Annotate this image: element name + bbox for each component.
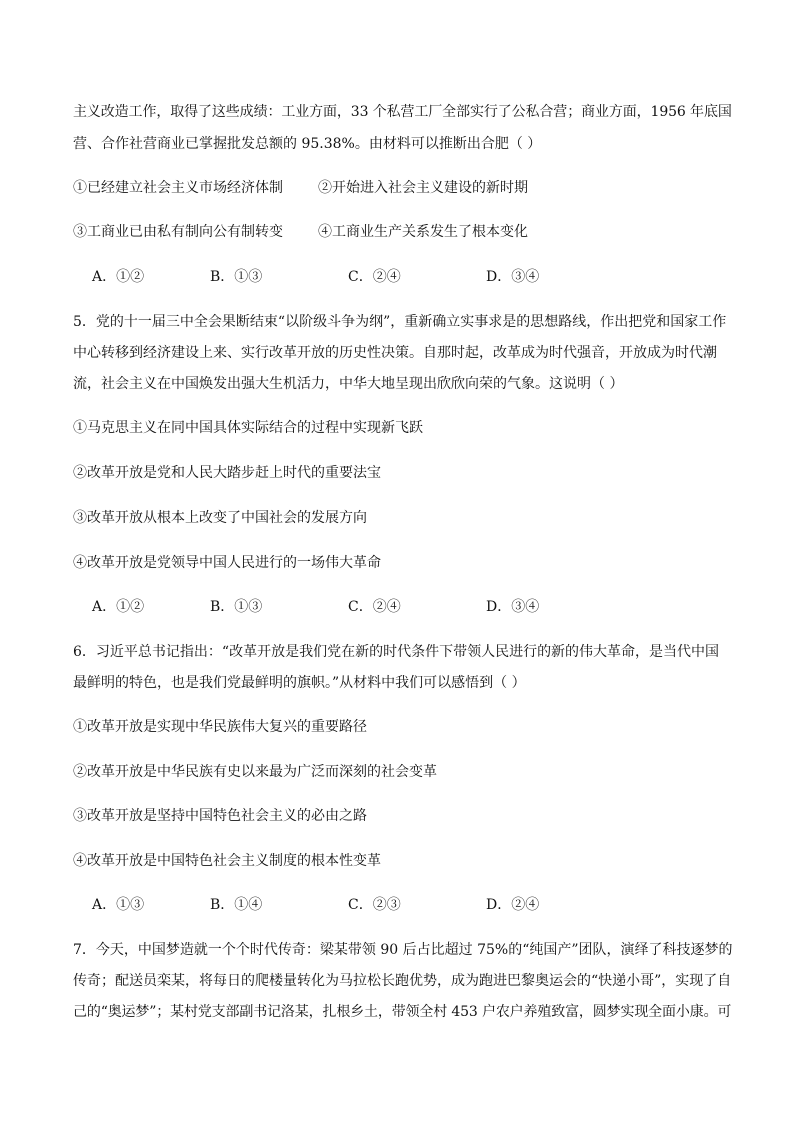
q6-stem-line-1: 6．习近平总书记指出：“改革开放是我们党在新的时代条件下带领人民进行的新的伟大革命，是当代中国 (73, 644, 720, 660)
q4-option-c[interactable]: C．②④ (348, 269, 401, 285)
q4-item-1: ①已经建立社会主义市场经济体制 (73, 180, 283, 196)
q6-item-3: ③改革开放是坚持中国特色社会主义的必由之路 (73, 808, 367, 824)
q6-option-d[interactable]: D．②④ (486, 897, 540, 913)
q5-stem-line-2: 中心转移到经济建设上来、实行改革开放的历史性决策。自那时起，改革成为时代强音，开放成为时代潮 (73, 345, 717, 361)
q7-stem-line-2: 传奇；配送员栾某，将每日的爬楼量转化为马拉松长跑优势，成为跑进巴黎奥运会的“快递小哥”，实现了自 (73, 973, 732, 989)
q4-items-row-1 (73, 178, 528, 198)
q5-option-a[interactable]: A．①② (92, 599, 145, 615)
q5-item-4: ④改革开放是党领导中国人民进行的一场伟大革命 (73, 555, 381, 571)
q5-item-2: ②改革开放是党和人民大踏步赶上时代的重要法宝 (73, 465, 381, 481)
q5-stem-line-1: 5．党的十一届三中全会果断结束“以阶级斗争为纲”，重新确立实事求是的思想路线，作出把党和国家工作 (73, 314, 727, 330)
q6-item-2: ②改革开放是中华民族有史以来最为广泛而深刻的社会变革 (73, 764, 437, 780)
q6-option-c[interactable]: C．②③ (348, 897, 401, 913)
q6-item-1: ①改革开放是实现中华民族伟大复兴的重要路径 (73, 719, 367, 735)
q4-option-b[interactable]: B．①③ (210, 269, 263, 285)
q5-option-c[interactable]: C．②④ (348, 599, 401, 615)
q7-stem-line-3: 己的“奥运梦”；某村党支部副书记洛某，扎根乡土，带领全村 453 户农户养殖致富，圆梦实现全面小康。可 (73, 1004, 732, 1020)
q4-stem-line-2: 营、合作社营商业已掌握批发总额的 95.38%。由材料可以推断出合肥（ ） (73, 136, 542, 152)
q4-item-4: ④工商业生产关系发生了根本变化 (318, 224, 528, 240)
q6-option-b[interactable]: B．①④ (210, 897, 263, 913)
q6-option-a[interactable]: A．①③ (92, 897, 145, 913)
q6-item-4: ④改革开放是中国特色社会主义制度的根本性变革 (73, 853, 381, 869)
q4-items-row-2 (73, 222, 528, 242)
q4-item-2: ②开始进入社会主义建设的新时期 (318, 180, 528, 196)
q5-option-b[interactable]: B．①③ (210, 599, 263, 615)
q4-option-d[interactable]: D．③④ (486, 269, 540, 285)
q4-stem-line-1: 主义改造工作，取得了这些成绩：工业方面，33 个私营工厂全部实行了公私合营；商业方面，1956 年底国 (73, 104, 732, 120)
q5-item-3: ③改革开放从根本上改变了中国社会的发展方向 (73, 510, 367, 526)
q6-stem-line-2: 最鲜明的特色，也是我们党最鲜明的旗帜。”从材料中我们可以感悟到（ ） (73, 675, 526, 691)
q7-stem-line-1: 7．今天，中国梦造就一个个时代传奇：梁某带领 90 后占比超过 75%的“纯国产”团队，演绎了科技逐梦的 (73, 942, 733, 958)
q4-item-3: ③工商业已由私有制向公有制转变 (73, 224, 283, 240)
q5-item-1: ①马克思主义在同中国具体实际结合的过程中实现新飞跃 (73, 420, 423, 436)
q4-option-a[interactable]: A．①② (92, 269, 145, 285)
q5-option-d[interactable]: D．③④ (486, 599, 540, 615)
q5-stem-line-3: 流，社会主义在中国焕发出强大生机活力，中华大地呈现出欣欣向荣的气象。这说明（ ） (73, 376, 624, 392)
